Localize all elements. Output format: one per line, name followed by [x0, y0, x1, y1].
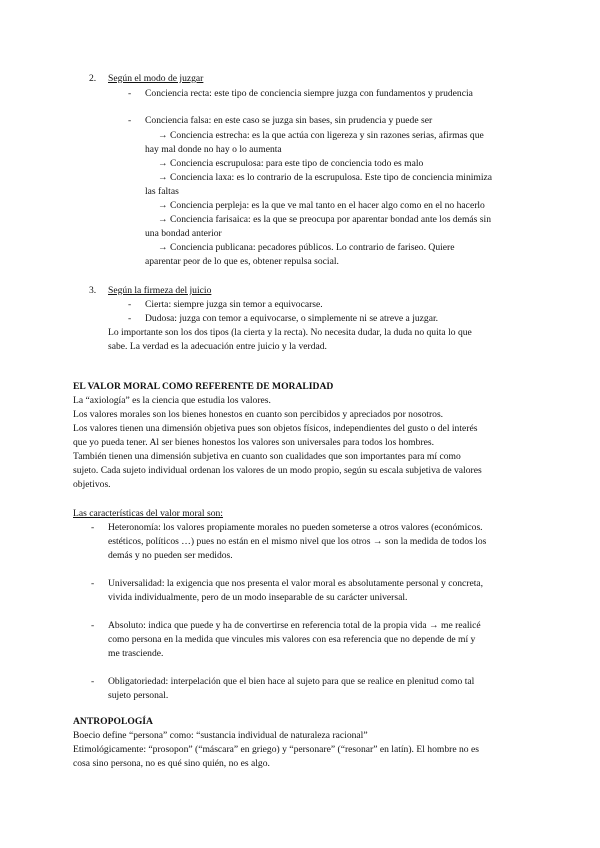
valor-moral-heading: EL VALOR MORAL COMO REFERENTE DE MORALIDAD [73, 381, 334, 392]
paragraph: También tienen una dimensión subjetiva en cuanto son cualidades que son importantes para mí como [73, 451, 461, 462]
sub-item-perpleja: → Conciencia perpleja: es la que ve mal tanto en el hacer algo como en el no hacerlo [158, 200, 485, 211]
paragraph-cont: que yo pueda tener. Al ser bienes honestos los valores son universales para todos los hombres. [73, 437, 435, 448]
arrow-icon: → [158, 214, 168, 225]
arrow-icon: → [158, 200, 168, 211]
paragraph: Boecio define “persona” como: “sustancia individual de naturaleza racional” [73, 730, 368, 741]
sub-item-publicana: → Conciencia publicana: pecadores públicos. Lo contrario de fariseo. Quiere [158, 242, 455, 253]
section-3-note: Lo importante son los dos tipos (la cierta y la recta). No necesita dudar, la duda no quita lo que [108, 327, 472, 338]
sub-item-farisaica-cont: una bondad anterior [145, 228, 222, 239]
paragraph: La “axiología” es la ciencia que estudia los valores. [73, 395, 271, 406]
arrow-icon: → [158, 172, 168, 183]
list-dash: - [128, 299, 132, 310]
conciencia-falsa: Conciencia falsa: en este caso se juzga sin bases, sin prudencia y puede ser [145, 115, 433, 126]
characteristics-heading: Las características del valor moral son: [73, 508, 223, 519]
juicio-dudosa: Dudosa: juzga con temor a equivocarse, o simplemente ni se atreve a juzgar. [145, 313, 439, 324]
sub-item-escrupulosa: → Conciencia escrupulosa: para este tipo de conciencia todo es malo [158, 158, 424, 169]
universalidad: Universalidad: la exigencia que nos presenta el valor moral es absolutamente personal y concreta, [108, 578, 484, 589]
list-dash: - [91, 522, 95, 533]
section-3-title: Según la firmeza del juicio [108, 285, 212, 296]
sub-item-laxa-cont: las faltas [145, 186, 179, 197]
absoluto: Absoluto: indica que puede y ha de convertirse en referencia total de la propia vida → me realicé [108, 620, 481, 631]
obligatoriedad-cont: sujeto personal. [108, 690, 169, 701]
list-dash: - [91, 578, 95, 589]
section-3-note-cont: sabe. La verdad es la adecuación entre juicio y la verdad. [108, 341, 327, 352]
sub-item-estrecha: → Conciencia estrecha: es la que actúa con ligereza y sin razones serias, afirmas que [158, 130, 484, 141]
sub-item-estrecha-cont: hay mal donde no hay o lo aumenta [145, 144, 282, 155]
list-dash: - [128, 313, 132, 324]
paragraph-cont: cosa sino persona, no es qué sino quién, no es algo. [73, 758, 270, 769]
arrow-icon: → [158, 242, 168, 253]
paragraph: Los valores tienen una dimensión objetiva pues son objetos físicos, independientes del gusto o del interés [73, 423, 478, 434]
arrow-icon: → [158, 130, 168, 141]
arrow-icon: → [372, 536, 383, 547]
juicio-cierta: Cierta: siempre juzga sin temor a equivocarse. [145, 299, 323, 310]
paragraph-cont: objetivos. [73, 479, 111, 490]
list-dash: - [128, 88, 132, 99]
sub-item-laxa: → Conciencia laxa: es lo contrario de la escrupulosa. Este tipo de conciencia minimiza [158, 172, 493, 183]
list-dash: - [91, 620, 95, 631]
absoluto-cont: me trasciende. [108, 648, 164, 659]
sub-item-farisaica: → Conciencia farisaica: es la que se preocupa por aparentar bondad ante los demás sin [158, 214, 491, 225]
arrow-icon: → [429, 620, 439, 631]
paragraph: Etimológicamente: “prosopon” (“máscara” en griego) y “personare” (“resonar” en latín). El hombre no es [73, 744, 479, 755]
paragraph: Los valores morales son los bienes honestos en cuanto son percibidos y apreciados por nosotros. [73, 409, 444, 420]
section-2-title: Según el modo de juzgar [108, 73, 204, 84]
section-3-number: 3. [89, 285, 97, 296]
list-dash: - [128, 115, 132, 126]
sub-item-publicana-cont: aparentar peor de lo que es, obtener repulsa social. [145, 256, 339, 267]
absoluto-cont: como persona en la medida que vincules mis valores con esa referencia que no depende de mí y [108, 634, 476, 645]
conciencia-recta: Conciencia recta: este tipo de conciencia siempre juzga con fundamentos y prudencia [145, 88, 473, 99]
paragraph-cont: sujeto. Cada sujeto individual ordenan los valores de un modo propio, según su escala subjetiva de valores [73, 465, 482, 476]
obligatoriedad: Obligatoriedad: interpelación que el bien hace al sujeto para que se realice en plenitud como tal [108, 676, 475, 687]
antropologia-heading: ANTROPOLOGÍA [73, 716, 153, 727]
arrow-icon: → [158, 158, 168, 169]
section-2-number: 2. [89, 73, 97, 84]
list-dash: - [91, 676, 95, 687]
heteronomia-cont: estéticos, políticos …) pues no están en el mismo nivel que los otros → son la medida de todos los [108, 536, 487, 547]
heteronomia-cont: demás y no pueden ser medidos. [108, 550, 233, 561]
universalidad-cont: vivida individualmente, pero de un modo inseparable de su carácter universal. [108, 592, 408, 603]
heteronomia: Heteronomía: los valores propiamente morales no pueden someterse a otros valores (económicos. [108, 522, 483, 533]
